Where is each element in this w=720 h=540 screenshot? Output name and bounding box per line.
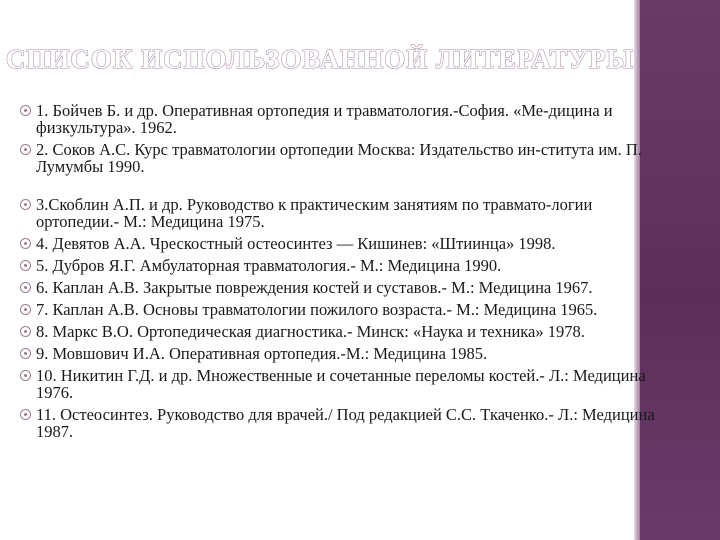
list-item (28, 102, 668, 136)
reference-list (28, 102, 668, 445)
bullet-icon (20, 348, 31, 359)
bullet-icon (20, 409, 31, 420)
list-item (28, 367, 668, 401)
list-item-text: 5. Дубров Я.Г. Амбулаторная травматология.- М.: Медицина 1990. (36, 256, 502, 275)
list-item-text: 10. Никитин Г.Д. и др. Множественные и сочетанные переломы костей.- Л.: Медицина 1976. (36, 366, 646, 402)
bullet-icon (20, 370, 31, 381)
list-item (28, 235, 668, 252)
bullet-icon (20, 105, 31, 116)
bullet-icon (20, 304, 31, 315)
list-item (28, 323, 668, 340)
list-item (28, 279, 668, 296)
list-item (28, 301, 668, 318)
list-item-text: 6. Каплан А.В. Закрытые повреждения костей и суставов.- М.: Медицина 1967. (36, 278, 593, 297)
bullet-icon (20, 238, 31, 249)
slide-title: СПИСОК ИСПОЛЬЗОВАННОЙ ЛИТЕРАТУРЫ (5, 44, 635, 74)
list-item-text: 9. Мовшович И.А. Оперативная ортопедия.-М.: Медицина 1985. (36, 344, 488, 363)
list-item (28, 406, 668, 440)
bullet-icon (20, 260, 31, 271)
list-item (28, 257, 668, 274)
list-item (28, 345, 668, 362)
bullet-icon (20, 199, 31, 210)
bullet-icon (20, 282, 31, 293)
bullet-icon (20, 326, 31, 337)
bullet-icon (20, 144, 31, 155)
list-item-text: 11. Остеосинтез. Руководство для врачей./ Под редакцией С.С. Ткаченко.- Л.: Медицина 1987. (36, 405, 655, 441)
list-item-text: 2. Соков А.С. Курс травматологии ортопедии Москва: Издательство ин-ститута им. П. Лумумбы 1990. (36, 140, 642, 176)
list-item-text: 3.Скоблин А.П. и др. Руководство к практическим занятиям по травмато-логии ортопедии.- М.: Медицина 1975. (36, 195, 593, 231)
list-item-text: 4. Девятов А.А. Чрескостный остеосинтез — Кишинев: «Штиинца» 1998. (36, 234, 556, 253)
list-item (28, 141, 668, 175)
list-item-text: 8. Маркс В.О. Ортопедическая диагностика.- Минск: «Наука и техника» 1978. (36, 322, 585, 341)
list-item (28, 196, 668, 230)
list-item-text: 7. Каплан А.В. Основы травматологии пожилого возраста.- М.: Медицина 1965. (36, 300, 598, 319)
list-item-text: 1. Бойчев Б. и др. Оперативная ортопедия и травматология.-София. «Ме-дицина и физкультура». 1962. (36, 101, 613, 137)
